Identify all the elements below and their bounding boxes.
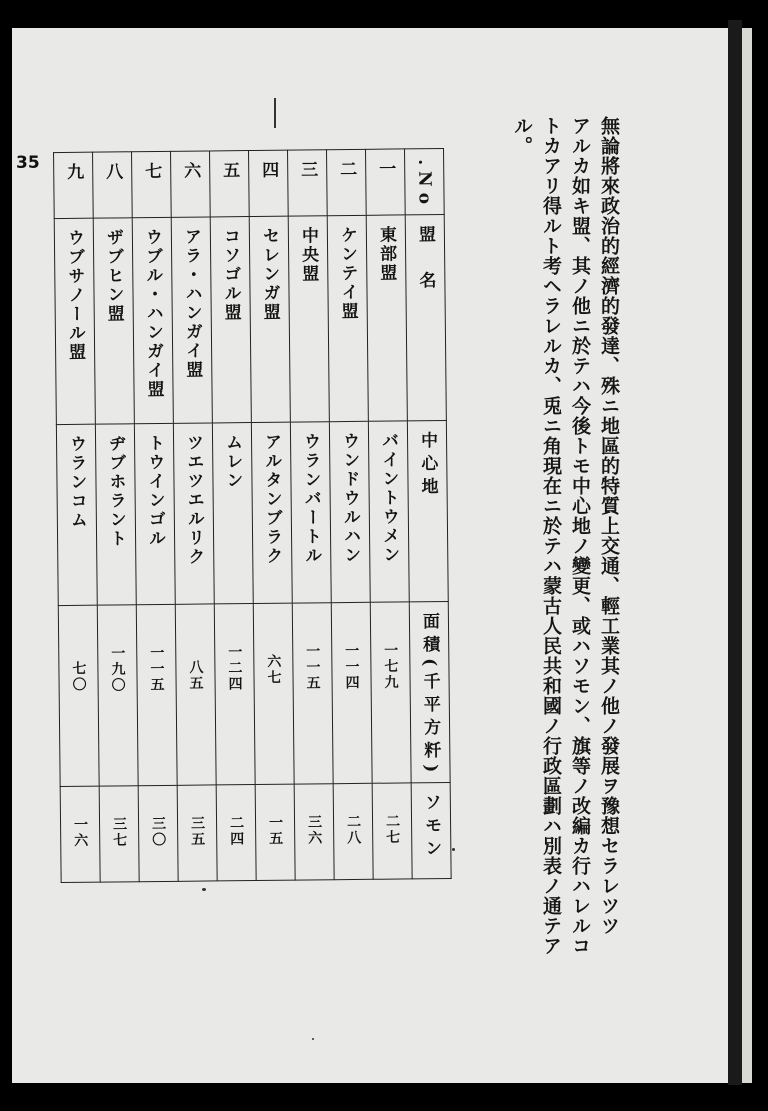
cell-area: 六七 (253, 603, 294, 784)
cell-no: 九 (54, 152, 94, 218)
cell-league-name: ウブル・ハンガイ盟 (132, 217, 173, 423)
table-row-area (58, 601, 450, 786)
scan-speck (274, 98, 276, 128)
table-row-center (56, 420, 448, 605)
cell-league-name: ザブヒン盟 (93, 218, 134, 424)
cell-center: ムレン (212, 422, 253, 603)
cell-area: 一一四 (331, 602, 372, 783)
cell-area: 一二四 (214, 603, 255, 784)
cell-no: 五 (210, 151, 250, 217)
cell-league-name: ケンテイ盟 (327, 215, 368, 421)
book-spine-shadow (728, 20, 742, 1085)
cell-center: ウランバートル (290, 422, 331, 603)
scan-speck (312, 1038, 314, 1040)
cell-somon: 三六 (294, 784, 334, 880)
cell-league-name: 東部盟 (366, 215, 407, 421)
cell-somon: 二四 (216, 784, 256, 880)
scan-speck (202, 888, 206, 891)
cell-league-name: 中央盟 (288, 216, 329, 422)
page-number: 35 (16, 153, 40, 173)
cell-somon: 三五 (177, 785, 217, 881)
cell-league-name: コソゴル盟 (210, 216, 251, 422)
body-line-1: 無論將來政治的經濟的發達、殊ニ地區的特質上交通、輕工業其ノ他ノ發展ヲ豫想セラレツツ (598, 116, 620, 936)
cell-no: 二 (327, 149, 367, 215)
scan-speck (452, 848, 455, 851)
cell-center: ウランコム (56, 424, 97, 605)
cell-no: 一 (366, 149, 406, 215)
cell-area: 一一五 (136, 604, 177, 785)
cell-somon: 三〇 (138, 785, 178, 881)
header-no: No. (405, 149, 445, 215)
header-center: 中心地 (407, 420, 448, 601)
cell-area: 八五 (175, 604, 216, 785)
cell-somon: 二七 (372, 783, 412, 879)
scanned-page (12, 28, 728, 1083)
header-area: 面積(千平方粁) (409, 601, 450, 782)
body-line-3: トカアリ得ルト考ヘラレルカ、兎ニ角現在ニ於テハ蒙古人民共和國ノ行政區劃ハ別表ノ通テア (540, 116, 562, 956)
cell-area: 一九〇 (97, 605, 138, 786)
cell-center: ウンドウルハン (329, 421, 370, 602)
cell-somon: 一六 (60, 786, 100, 882)
cell-league-name: ウブサノール盟 (54, 218, 95, 424)
header-somon: ソモン (411, 782, 451, 878)
table-row-name (54, 214, 446, 424)
table-row-somon (60, 782, 451, 882)
cell-area: 一一五 (292, 603, 333, 784)
cell-center: バイントウメン (368, 421, 409, 602)
cell-center: ヂブホラント (95, 424, 136, 605)
page-edge (742, 28, 752, 1083)
cell-no: 六 (171, 151, 211, 217)
cell-league-name: セレンガ盟 (249, 216, 290, 422)
cell-center: アルタンブラク (251, 422, 292, 603)
cell-no: 七 (132, 151, 172, 217)
league-table (53, 148, 452, 883)
cell-no: 三 (288, 150, 328, 216)
cell-center: トウインゴル (134, 423, 175, 604)
header-name: 盟 名 (405, 214, 446, 420)
cell-somon: 二八 (333, 783, 373, 879)
cell-area: 一七九 (370, 602, 411, 783)
cell-center: ツエツエルリク (173, 423, 214, 604)
body-line-4: ル。 (511, 116, 533, 156)
cell-area: 七〇 (58, 605, 99, 786)
body-line-2: アルカ如キ盟、其ノ他ニ於テハ今後トモ中心地ノ變更、或ハソモン、旗等ノ改編カ行ハレルコ (569, 116, 591, 956)
cell-no: 八 (93, 152, 133, 218)
cell-league-name: アラ・ハンガイ盟 (171, 217, 212, 423)
cell-somon: 三七 (99, 786, 139, 882)
cell-somon: 一五 (255, 784, 295, 880)
cell-no: 四 (249, 150, 289, 216)
table-row-no (54, 149, 445, 219)
